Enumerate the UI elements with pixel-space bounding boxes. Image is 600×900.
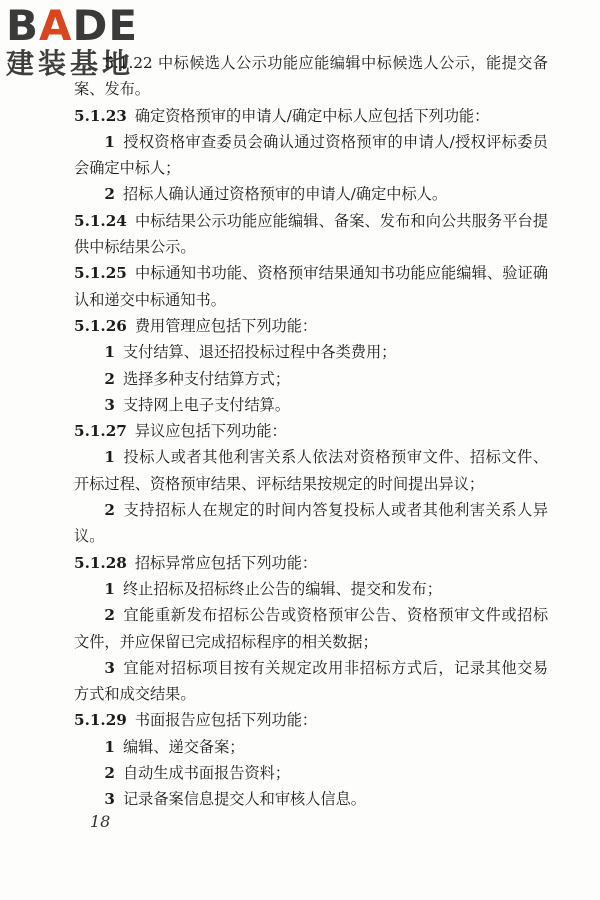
list-item-text: 记录备案信息提交人和审核人信息。	[122, 790, 366, 809]
list-item-number: 2	[104, 369, 115, 388]
clause-text: 招标异常应包括下列功能：	[134, 553, 318, 572]
clause-number: 5.1.27	[74, 422, 127, 441]
list-item	[74, 760, 548, 786]
list-item-number: 1	[104, 448, 115, 467]
list-item	[74, 129, 548, 182]
list-item-text: 宜能对招标项目按有关规定改用非招标方式后，记录其他交易方式和成交结果。	[74, 658, 548, 704]
list-item-text: 终止招标及招标终止公告的编辑、提交和发布；	[122, 579, 442, 598]
list-item-text: 宜能重新发布招标公告或资格预审公告、资格预审文件或招标文件，并应保留已完成招标程序的相关数据；	[74, 606, 548, 651]
list-item-text: 投标人或者其他利害关系人依法对资格预审文件、招标文件、开标过程、资格预审结果、评标结果按规定的时间提出异议；	[74, 448, 548, 493]
list-item-text: 编辑、递交备案；	[122, 737, 245, 756]
list-item	[74, 602, 548, 655]
list-item-number: 1	[104, 579, 115, 598]
list-item-text: 授权资格审查委员会确认通过资格预审的申请人/授权评标委员会确定中标人；	[74, 132, 548, 178]
list-item-number: 2	[104, 764, 115, 783]
clause-number: 5.1.29	[74, 711, 127, 730]
clause-number: 5.1.26	[74, 316, 127, 335]
watermark-brand-suffix: DE	[72, 1, 139, 50]
list-item-text: 支付结算、退还招投标过程中各类费用；	[122, 343, 397, 362]
clause-number: 5.1.24	[74, 211, 127, 230]
list-item-number: 3	[104, 658, 115, 677]
clause-text: 费用管理应包括下列功能：	[134, 316, 318, 335]
list-item-number: 1	[104, 132, 115, 151]
page-number: 18	[90, 812, 111, 831]
list-item	[74, 655, 548, 708]
list-item-number: 2	[104, 606, 115, 625]
clause-paragraph	[74, 103, 548, 129]
clause-text: 确定资格预审的申请人/确定中标人应包括下列功能：	[134, 106, 490, 125]
clause-paragraph	[74, 418, 548, 444]
watermark-brand-prefix: B	[6, 1, 40, 50]
list-item-number: 2	[104, 185, 115, 204]
list-item-number: 2	[104, 501, 115, 520]
watermark-subtitle: 建装基地	[6, 47, 135, 80]
list-item	[74, 576, 548, 602]
continued-paragraph	[74, 50, 548, 103]
document-body	[74, 50, 548, 813]
clause-text: 中标通知书功能、资格预审结果通知书功能应能编辑、验证确认和递交中标通知书。	[74, 264, 548, 309]
paragraph-text: 5.1.22 中标候选人公示功能应能编辑中标候选人公示，能提交备案、发布。	[74, 54, 548, 99]
clause-paragraph	[74, 313, 548, 339]
list-item	[74, 366, 548, 392]
clause-number: 5.1.28	[74, 553, 127, 572]
list-item-text: 招标人确认通过资格预审的申请人/确定中标人。	[122, 185, 448, 204]
list-item-number: 1	[104, 343, 115, 362]
list-item	[74, 734, 548, 760]
list-item-text: 选择多种支付结算方式；	[122, 369, 291, 388]
clause-text: 书面报告应包括下列功能：	[134, 711, 318, 730]
watermark-brand-accent: A	[39, 1, 73, 50]
list-item-text: 支持网上电子支付结算。	[122, 395, 291, 414]
list-item	[74, 392, 548, 418]
watermark-brand	[6, 1, 176, 50]
clause-number: 5.1.25	[74, 264, 127, 283]
list-item	[74, 497, 548, 550]
clause-paragraph	[74, 550, 548, 576]
list-item	[74, 444, 548, 497]
list-item	[74, 339, 548, 365]
clause-paragraph	[74, 208, 548, 261]
clause-number: 5.1.23	[74, 106, 127, 125]
clause-paragraph	[74, 260, 548, 313]
list-item-number: 3	[104, 395, 115, 414]
list-item	[74, 786, 548, 812]
list-item-text: 自动生成书面报告资料；	[122, 764, 291, 783]
list-item	[74, 181, 548, 207]
clause-text: 异议应包括下列功能：	[134, 422, 287, 441]
clause-paragraph	[74, 707, 548, 733]
list-item-number: 1	[104, 737, 115, 756]
list-item-number: 3	[104, 790, 115, 809]
list-item-text: 支持招标人在规定的时间内答复投标人或者其他利害关系人异议。	[74, 501, 548, 546]
clause-text: 中标结果公示功能应能编辑、备案、发布和向公共服务平台提供中标结果公示。	[74, 211, 548, 257]
